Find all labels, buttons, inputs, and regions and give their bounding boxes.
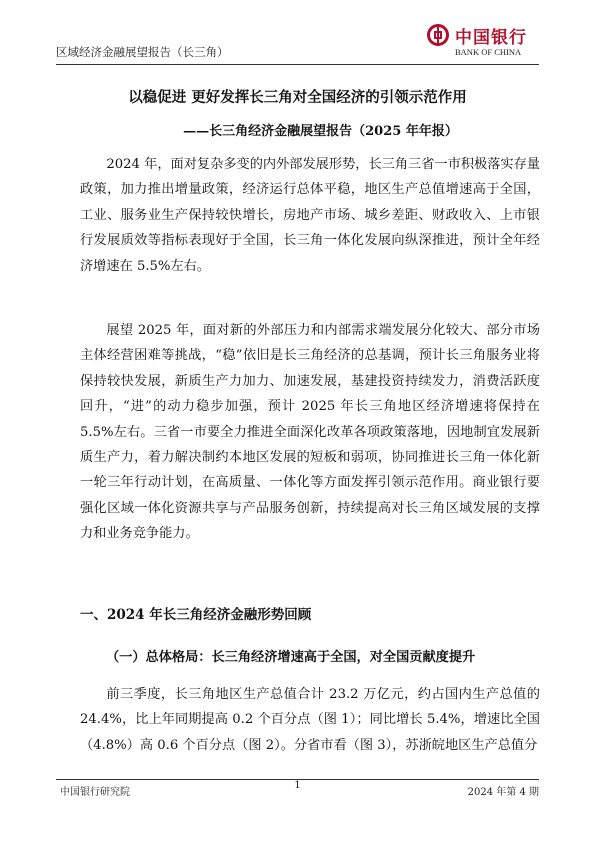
footer-issue: 2024 年第 4 期 xyxy=(467,787,539,798)
bank-of-china-logo xyxy=(427,24,539,62)
page-header xyxy=(56,22,539,65)
document-title: 以稳促进 更好发挥长三角对全国经济的引领示范作用 xyxy=(128,89,467,106)
footer-institution: 中国银行研究院 xyxy=(60,787,130,798)
subsection-heading: （一）总体格局：长三角经济增速高于全国，对全国贡献度提升 xyxy=(106,650,476,665)
summary-paragraph-1: 2024 年，面对复杂多变的内外部发展形势，长三角三省一市积极落实存量政策，加力推出增量政策，经济运行总体平稳，地区生产总值增速高于全国，工业、服务业生产保持较快增长，房地产市场、城乡差距、财政收入、上市银行发展质效等指标表现好于全国，长三角一体化发展向纵深推进，预计全年经济增速在 5.5%左右。 xyxy=(80,157,540,274)
logo-text-en: BANK OF CHINA xyxy=(455,47,522,57)
document-subtitle: ——长三角经济金融展望报告（2025 年年报） xyxy=(183,124,458,139)
bank-logo-icon xyxy=(427,24,449,46)
page-number: 1 xyxy=(294,780,301,791)
logo-text-cn: 中国银行 xyxy=(455,28,527,48)
section-paragraph: 前三季度，长三角地区生产总值合计 23.2 万亿元，约占国内生产总值的 24.4%，比上年同期提高 0.2 个百分点（图 1）；同比增长 5.4%，增速比全国（4.8%）高 0.6 个百分点（图 2）。分省市看（图 3），苏浙皖地区生产总值分 xyxy=(80,687,540,753)
report-series-name: 区域经济金融展望报告（长三角） xyxy=(56,45,229,59)
summary-paragraph-2: 展望 2025 年，面对新的外部压力和内部需求端发展分化较大、部分市场主体经营困难等挑战，“稳”依旧是长三角经济的总基调，预计长三角服务业将保持较快发展，新质生产力加力、加速发展，基建投资持续发力，消费活跃度回升，“进”的动力稳步加强，预计 2025 年长三角地区经济增速将保持在 5.5%左右。三省一市要全力推进全面深化改革各项政策落地，因地制宜发展新质生产力，着力解决制约本地区发展的短板和弱项，协同推进长三角一体化新一轮三年行动计划，在高质量、一体化等方面发挥引领示范作用。商业银行要强化区域一体化资源共享与产品服务创新，持续提高对长三角区域发展的支撑力和业务竞争能力。 xyxy=(80,323,540,542)
section-heading: 一、2024 年长三角经济金融形势回顾 xyxy=(80,607,312,623)
